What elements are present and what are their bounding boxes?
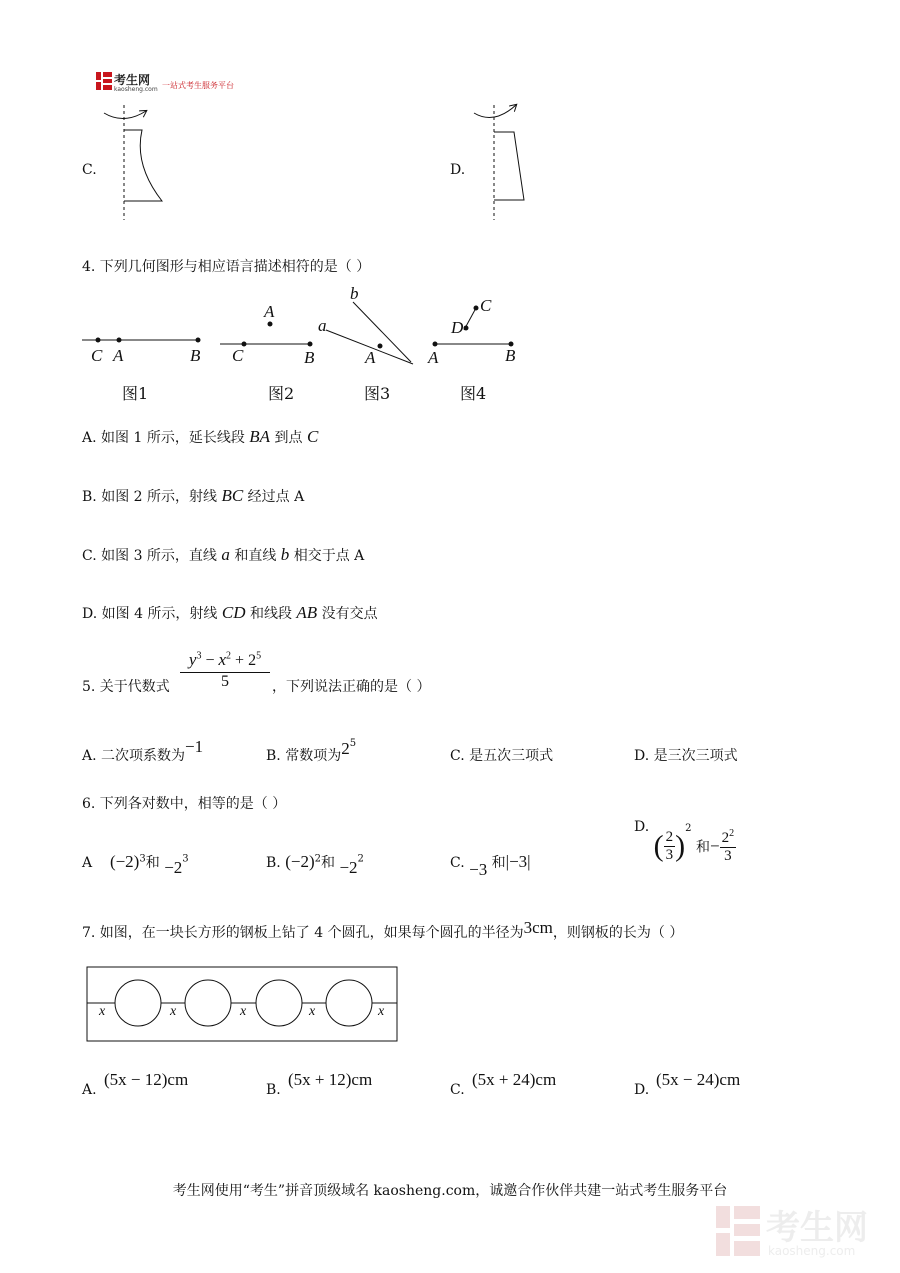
q6-option-d: D. ( $\frac{2}{3}$ )$^2$ 和− $\frac{2^2}{3}$: [634, 818, 735, 864]
q5-stem-post: ，下列说法正确的是（ ）: [272, 679, 431, 695]
q5-option-b: B. 常数项为$2^5$: [266, 738, 357, 764]
fig3-caption: 图3: [364, 384, 391, 403]
q7-option-b: (5x + 12)cm: [288, 1070, 373, 1089]
header-logo: [96, 72, 112, 94]
fig2-label-c: C: [232, 346, 244, 365]
q5-stem-pre: 5. 关于代数式: [82, 679, 170, 695]
q7-option-d: (5x − 24)cm: [656, 1070, 741, 1089]
fig1-caption: 图1: [122, 384, 149, 403]
fig4-label-a: A: [428, 348, 439, 367]
q3-option-c-label: C.: [82, 162, 97, 178]
q3-option-d-label: D.: [450, 162, 466, 178]
q5-option-d: D. 是三次三项式: [634, 748, 738, 764]
logo-domain: kaosheng.com: [114, 86, 158, 93]
fig4-label-b: B: [505, 346, 516, 365]
q7-option-a: (5x − 12)cm: [104, 1070, 189, 1089]
q7-option-a-label: A.: [82, 1082, 97, 1098]
q6-option-c: C. −3 和|−3|: [450, 852, 531, 879]
q3-figure-c: [100, 95, 180, 225]
watermark-logo-icon: [716, 1206, 760, 1256]
q6-stem: 6. 下列各对数中，相等的是（ ）: [82, 796, 287, 812]
logo-brand: 考生网: [114, 73, 151, 87]
q7-option-c: (5x + 24)cm: [472, 1070, 557, 1089]
fig1-label-b: B: [190, 346, 201, 365]
q7-x-label: x: [378, 1004, 385, 1019]
q7-x-label: x: [309, 1004, 316, 1019]
fig1-label-c: C: [91, 346, 103, 365]
q6-option-b: B. $(-2)^2$和 $-2^2$: [266, 852, 364, 877]
q7-option-d-label: D.: [634, 1082, 650, 1098]
fig1-label-a: A: [113, 346, 124, 365]
q4-option-d: D. 如图 4 所示，射线 CD 和线段 AB 没有交点: [82, 603, 378, 622]
fig2-label-a: A: [264, 302, 275, 321]
q4-option-b: B. 如图 2 所示，射线 BC 经过点 A: [82, 486, 305, 505]
q7-stem: 7. 如图，在一块长方形的钢板上钻了 4 个圆孔，如果每个圆孔的半径为3cm，则钢板的长为（ ）: [82, 918, 684, 941]
q7-x-label: x: [99, 1004, 106, 1019]
q7-option-c-label: C.: [450, 1082, 465, 1098]
q7-option-b-label: B.: [266, 1082, 281, 1098]
watermark-domain: kaosheng.com: [768, 1244, 856, 1258]
fig2-caption: 图2: [268, 384, 295, 403]
fig3-label-b: b: [350, 284, 359, 303]
watermark-text: 考生网: [766, 1208, 868, 1248]
q7-x-label: x: [170, 1004, 177, 1019]
fig4-label-d: D: [451, 318, 464, 337]
q6-option-a: A $(-2)^3$和 $-2^3$: [82, 852, 189, 877]
q3-figure-d: [470, 95, 550, 225]
fig4-caption: 图4: [460, 384, 487, 403]
fig2-label-b: B: [304, 348, 315, 367]
fig3-label-a-point: A: [365, 348, 376, 367]
fig3-label-a-line: a: [318, 316, 327, 335]
q5-option-a: A. 二次项系数为−1: [82, 737, 204, 764]
fig4-label-c: C: [480, 296, 492, 315]
q4-option-c: C. 如图 3 所示，直线 a 和直线 b 相交于点 A: [82, 545, 365, 564]
footer-text: 考生网使用“考生”拼音顶级域名 kaosheng.com，诚邀合作伙伴共建一站式考生服务平台: [172, 1183, 728, 1199]
q5-expression: $y^3 - x^2 + 2^5$ 5: [180, 650, 270, 691]
q7-x-label: x: [240, 1004, 247, 1019]
q4-stem: 4. 下列几何图形与相应语言描述相符的是（ ）: [82, 259, 371, 275]
logo-slogan: 一站式考生服务平台: [162, 81, 234, 90]
logo-icon: [96, 72, 112, 90]
q4-option-a: A. 如图 1 所示，延长线段 BA 到点 C: [82, 427, 319, 446]
q5-option-c: C. 是五次三项式: [450, 748, 554, 764]
